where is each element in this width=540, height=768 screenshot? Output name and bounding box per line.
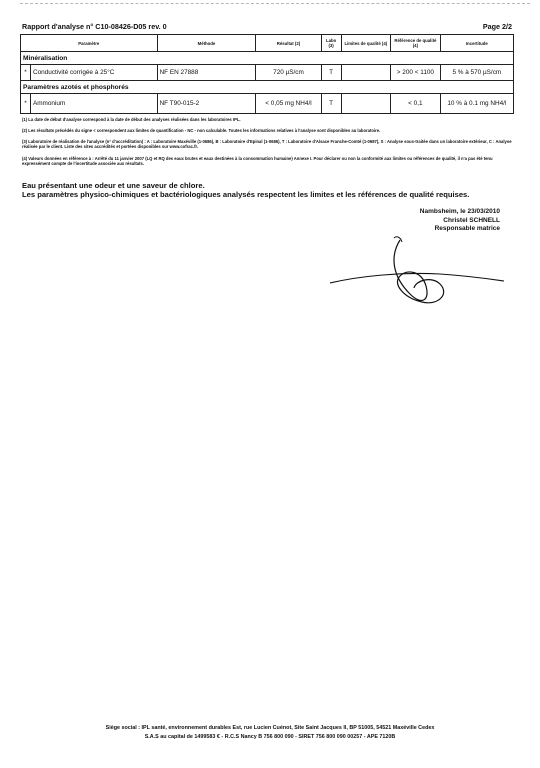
footnotes xyxy=(22,117,512,172)
cell-incertitude: 10 % à 0.1 mg NH4/l xyxy=(440,94,513,114)
footer-legal: S.A.S au capital de 1499583 € - R.C.S Nancy B 756 800 090 - SIRET 756 800 090 00257 - APE 7120B xyxy=(144,734,396,740)
cell-parametre: Ammonium xyxy=(30,94,157,114)
report-title: Rapport d'analyse n° C10-08426-D05 rev. 0 xyxy=(22,22,167,31)
conclusion-line-2: Les paramètres physico-chimiques et bactériologiques analysés respectent les limites et les références de qualité requises. xyxy=(22,190,470,200)
accreditation-mark: * xyxy=(21,94,31,114)
col-header-parametre: Paramètre xyxy=(21,35,158,52)
footnote-4: (4) Valeurs données en référence à : Arrêté du 11 janvier 2007 (LQ et RQ des eaux brutes et eaux destinées à la consommation humaine) Annexe I. Pour déclarer ou non la conformité aux limites ou références de qualité, il n'a pas été tenu expressément compte de l'incertitude associée aux résultats. xyxy=(22,155,493,166)
conclusion-line-1: Eau présentant une odeur et une saveur de chlore. xyxy=(22,181,205,190)
cell-limites xyxy=(341,94,391,114)
results-table xyxy=(20,34,514,114)
section-row xyxy=(21,81,514,94)
col-header-limites: Limites de qualité (4) xyxy=(341,35,391,52)
col-header-references: Référence de qualité (4) xyxy=(391,35,441,52)
signatory-role: Responsable matrice xyxy=(434,225,500,233)
footnote-3: (3) Laboratoire de réalisation de l'analyse (n° d'accréditation) : A : Laboratoire Maxéville (1-0686), B : Laboratoire d'Epinal (1-0686), T : Laboratoire d'Alsace Franche-Comté (1-0687), S : Analyse sous-traitée dans un laboratoire extérieur, C : Analyse réalisée par le client. Liste des sites accrédités et portées disponibles sur www.cofrac.fr. xyxy=(22,139,512,150)
table-row xyxy=(21,65,514,81)
signatory-place-date: Nambsheim, le 23/03/2010 xyxy=(419,208,500,215)
footer-address: Siège social : IPL santé, environnement durables Est, rue Lucien Cuénot, Site Saint Jacques II, BP 51005, 54521 Maxéville Cedex xyxy=(105,725,435,731)
page-number: Page 2/2 xyxy=(482,22,512,31)
col-header-labo: Labo (3) xyxy=(321,35,341,52)
cell-methode: NF T90-015-2 xyxy=(157,94,256,114)
col-header-resultat: Résultat (2) xyxy=(256,35,321,52)
page-header xyxy=(22,22,512,31)
signatory-name: Christel SCHNELL xyxy=(443,216,500,224)
footnote-1: (1) La date de début d'analyse correspond à la date de début des analyses réalisées dans les laboratoires IPL. xyxy=(22,117,241,122)
cell-labo: T xyxy=(321,65,341,81)
accreditation-mark: * xyxy=(21,65,31,81)
cell-references: > 200 < 1100 xyxy=(391,65,441,81)
cell-parametre: Conductivité corrigée à 25°C xyxy=(30,65,157,81)
cell-methode: NF EN 27888 xyxy=(157,65,256,81)
section-title-mineralisation: Minéralisation xyxy=(21,52,514,65)
signatory-block xyxy=(420,208,500,234)
footnote-2: (2) Les résultats précédés du signe < correspondent aux limites de quantification - NC - non calculable. Toutes les informations relatives à l'analyse sont disponibles au laboratoire. xyxy=(22,128,381,134)
section-title-azotes: Paramètres azotés et phosphorés xyxy=(21,81,514,94)
table-header-row xyxy=(21,35,514,52)
scan-artifact-line xyxy=(20,3,530,8)
col-header-incertitude: Incertitude xyxy=(440,35,513,52)
cell-labo: T xyxy=(321,94,341,114)
page-footer xyxy=(0,724,540,742)
cell-incertitude: 5 % à 570 µS/cm xyxy=(440,65,513,81)
section-row xyxy=(21,52,514,65)
table-row xyxy=(21,94,514,114)
conclusion xyxy=(22,181,516,199)
cell-limites xyxy=(341,65,391,81)
cell-references: < 0,1 xyxy=(391,94,441,114)
col-header-methode: Méthode xyxy=(157,35,256,52)
cell-resultat: < 0,05 mg NH4/l xyxy=(256,94,321,114)
cell-resultat: 720 µS/cm xyxy=(256,65,321,81)
handwritten-signature xyxy=(330,236,505,316)
